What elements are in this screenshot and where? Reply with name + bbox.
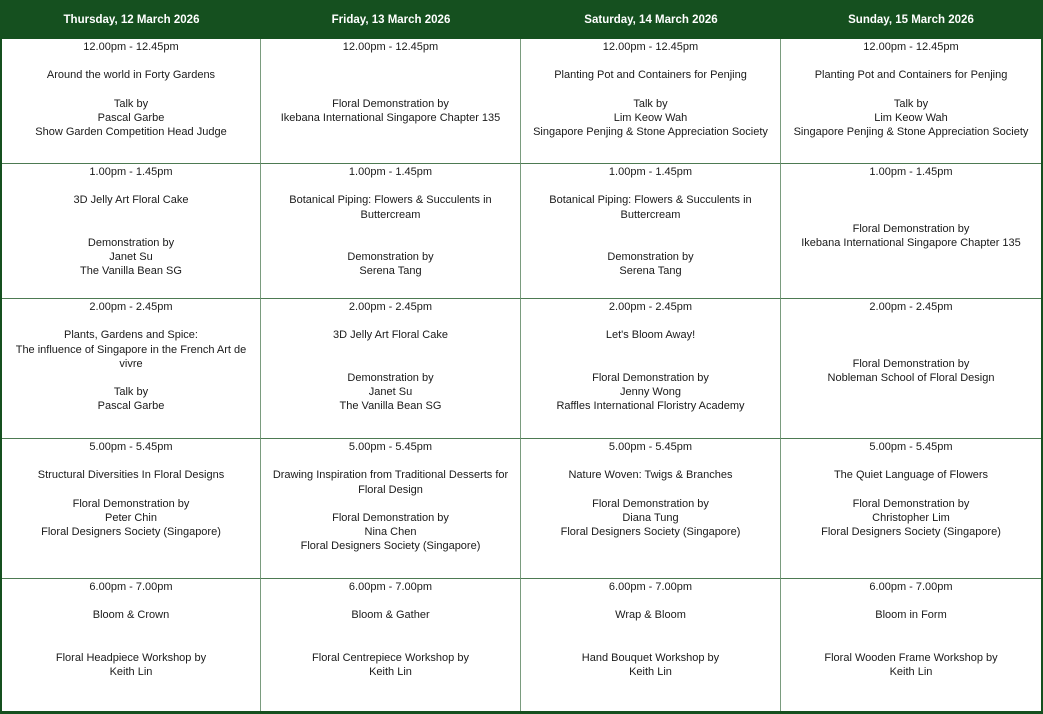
session-text-line: Hand Bouquet Workshop by <box>581 651 720 664</box>
session-text-line: Demonstration by <box>607 251 694 264</box>
session-cell-friday <box>261 299 521 439</box>
day-header-saturday: Saturday, 14 March 2026 <box>584 14 718 26</box>
session-text-line: Floral Design <box>358 483 423 496</box>
session-cell-saturday <box>521 164 781 299</box>
session-text-line: Diana Tung <box>622 511 679 524</box>
session-text-line <box>264 68 517 82</box>
session-text-line <box>524 83 777 97</box>
session-text-line: Nature Woven: Twigs & Branches <box>568 469 733 482</box>
session-text-line: Janet Su <box>109 251 153 264</box>
session-text-line: Pascal Garbe <box>97 111 165 124</box>
session-text-line <box>784 328 1038 342</box>
session-time: 2.00pm - 2.45pm <box>608 301 693 313</box>
session-text-line: Pascal Garbe <box>97 400 165 413</box>
session-text-line <box>264 454 517 468</box>
session-text-line <box>524 454 777 468</box>
session-text-line: Buttercream <box>620 208 681 221</box>
session-text-line: Floral Headpiece Workshop by <box>55 651 207 664</box>
session-cell-sunday <box>781 439 1041 579</box>
session-text-line: Keith Lin <box>889 666 933 679</box>
session-text-line <box>524 314 777 328</box>
session-text-line <box>524 54 777 68</box>
session-time: 12.00pm - 12.45pm <box>602 41 699 53</box>
day-header-friday: Friday, 13 March 2026 <box>331 14 451 26</box>
session-text-line <box>784 594 1038 608</box>
session-text-line: Nina Chen <box>364 526 417 539</box>
session-text-line <box>5 594 257 608</box>
session-text-line <box>264 83 517 97</box>
session-time: 1.00pm - 1.45pm <box>869 166 953 178</box>
day-header-sunday: Sunday, 15 March 2026 <box>848 14 974 26</box>
session-text-line <box>264 357 517 371</box>
session-text-line: Floral Designers Society (Singapore) <box>41 526 221 539</box>
session-text-line <box>5 314 257 328</box>
session-cell-saturday <box>521 579 781 711</box>
session-text-line: vivre <box>119 357 143 370</box>
session-text-line <box>524 179 777 193</box>
session-cell-sunday <box>781 579 1041 711</box>
session-text-line: Let's Bloom Away! <box>605 329 696 342</box>
session-cell-thursday <box>2 39 261 164</box>
session-text-line: The Vanilla Bean SG <box>80 265 182 278</box>
session-time: 2.00pm - 2.45pm <box>869 301 953 313</box>
session-text-line: Serena Tang <box>359 265 422 278</box>
session-time: 5.00pm - 5.45pm <box>348 441 433 453</box>
session-time: 1.00pm - 1.45pm <box>89 166 173 178</box>
session-text-line: Planting Pot and Containers for Penjing <box>554 69 747 82</box>
session-cell-sunday <box>781 39 1041 164</box>
session-time: 2.00pm - 2.45pm <box>89 301 173 313</box>
session-time: 12.00pm - 12.45pm <box>342 41 439 53</box>
session-text-line: Show Garden Competition Head Judge <box>35 126 227 139</box>
session-text-line: Plants, Gardens and Spice: <box>64 329 198 342</box>
session-text-line: Floral Demonstration by <box>592 497 709 510</box>
session-text-line: Janet Su <box>368 386 413 399</box>
session-time: 6.00pm - 7.00pm <box>348 581 433 593</box>
session-text-line <box>5 54 257 68</box>
session-text-line <box>5 208 257 222</box>
session-text-line: 3D Jelly Art Floral Cake <box>73 194 189 207</box>
session-time: 1.00pm - 1.45pm <box>348 166 433 178</box>
session-text-line <box>784 623 1038 637</box>
session-cell-saturday <box>521 299 781 439</box>
session-text-line: Floral Demonstration by <box>72 497 190 510</box>
session-text-line: Floral Wooden Frame Workshop by <box>824 651 998 664</box>
session-time: 12.00pm - 12.45pm <box>83 41 179 53</box>
session-text-line: Nobleman School of Floral Design <box>827 371 995 384</box>
session-text-line: Talk by <box>893 97 929 110</box>
session-cell-friday <box>261 439 521 579</box>
session-text-line: Talk by <box>113 97 149 110</box>
session-text-line: Bloom & Crown <box>92 609 170 622</box>
session-cell-thursday <box>2 299 261 439</box>
session-text-line <box>784 343 1038 357</box>
session-text-line: Bloom in Form <box>875 609 947 622</box>
session-text-line: Keith Lin <box>109 666 153 679</box>
session-cell-saturday <box>521 39 781 164</box>
session-text-line: Lim Keow Wah <box>874 111 948 124</box>
session-text-line <box>524 623 777 637</box>
session-text-line <box>264 497 517 511</box>
session-text-line <box>264 236 517 250</box>
session-text-line <box>5 483 257 497</box>
session-text-line <box>524 637 777 651</box>
session-cell-thursday <box>2 164 261 299</box>
session-text-line: 3D Jelly Art Floral Cake <box>333 329 448 342</box>
session-text-line <box>264 179 517 193</box>
session-text-line <box>524 343 777 357</box>
session-text-line: Ikebana International Singapore Chapter 135 <box>280 111 501 124</box>
session-text-line: Wrap & Bloom <box>615 609 686 622</box>
session-text-line: Demonstration by <box>347 371 434 384</box>
session-text-line <box>784 54 1038 68</box>
session-text-line: Drawing Inspiration from Traditional Desserts for <box>272 469 509 482</box>
session-text-line: Lim Keow Wah <box>613 111 688 124</box>
session-text-line: Demonstration by <box>347 251 434 264</box>
session-text-line: Peter Chin <box>105 511 157 524</box>
session-cell-sunday <box>781 299 1041 439</box>
session-text-line <box>264 54 517 68</box>
session-text-line <box>524 222 777 236</box>
session-text-line <box>784 208 1038 222</box>
session-text-line: Floral Designers Society (Singapore) <box>560 526 741 539</box>
header-row <box>2 0 1041 39</box>
session-text-line: The Vanilla Bean SG <box>339 400 442 413</box>
session-text-line: Singapore Penjing & Stone Appreciation Society <box>533 126 768 139</box>
session-cell-friday <box>261 164 521 299</box>
day-header-thursday: Thursday, 12 March 2026 <box>63 14 200 26</box>
session-text-line: The Quiet Language of Flowers <box>833 469 989 482</box>
session-text-line <box>784 637 1038 651</box>
session-text-line: Keith Lin <box>369 666 412 679</box>
session-text-line <box>784 483 1038 497</box>
session-cell-saturday <box>521 439 781 579</box>
session-text-line <box>524 236 777 250</box>
session-text-line: Floral Demonstration by <box>852 222 970 235</box>
session-text-line <box>264 623 517 637</box>
session-text-line <box>264 343 517 357</box>
session-cell-thursday <box>2 579 261 711</box>
session-time: 12.00pm - 12.45pm <box>863 41 959 53</box>
session-text-line: The influence of Singapore in the French Art de <box>15 343 247 356</box>
session-text-line: Planting Pot and Containers for Penjing <box>814 69 1008 82</box>
session-text-line: Raffles International Floristry Academy <box>556 400 745 413</box>
session-text-line: Floral Demonstration by <box>332 97 449 110</box>
session-text-line: Floral Demonstration by <box>592 371 709 384</box>
session-time: 6.00pm - 7.00pm <box>869 581 953 593</box>
session-text-line <box>5 371 257 385</box>
session-text-line <box>5 83 257 97</box>
session-text-line <box>784 179 1038 193</box>
session-text-line: Floral Designers Society (Singapore) <box>821 526 1001 539</box>
session-text-line <box>5 179 257 193</box>
session-text-line <box>264 222 517 236</box>
session-text-line: Demonstration by <box>87 236 175 249</box>
session-text-line: Around the world in Forty Gardens <box>46 69 216 82</box>
session-text-line: Talk by <box>113 386 149 399</box>
session-cell-thursday <box>2 439 261 579</box>
session-time: 1.00pm - 1.45pm <box>608 166 693 178</box>
session-time: 5.00pm - 5.45pm <box>608 441 693 453</box>
session-text-line <box>524 594 777 608</box>
session-text-line <box>524 483 777 497</box>
session-text-line: Ikebana International Singapore Chapter 135 <box>801 236 1021 249</box>
session-text-line <box>5 454 257 468</box>
session-text-line <box>5 637 257 651</box>
session-text-line: Jenny Wong <box>620 386 681 399</box>
session-text-line: Serena Tang <box>619 265 682 278</box>
session-cell-friday <box>261 39 521 164</box>
session-text-line: Keith Lin <box>629 666 672 679</box>
session-text-line: Buttercream <box>360 208 421 221</box>
session-text-line: Floral Demonstration by <box>852 497 970 510</box>
session-text-line: Floral Demonstration by <box>852 357 970 370</box>
session-text-line <box>524 357 777 371</box>
session-text-line <box>264 314 517 328</box>
session-text-line <box>264 637 517 651</box>
session-text-line: Talk by <box>633 97 668 110</box>
session-text-line <box>5 222 257 236</box>
session-text-line: Bloom & Gather <box>351 609 430 622</box>
session-time: 5.00pm - 5.45pm <box>869 441 953 453</box>
session-cell-sunday <box>781 164 1041 299</box>
session-text-line: Structural Diversities In Floral Designs <box>37 469 225 482</box>
session-time: 2.00pm - 2.45pm <box>348 301 433 313</box>
session-text-line: Floral Centrepiece Workshop by <box>312 651 469 664</box>
session-text-line <box>784 314 1038 328</box>
session-text-line <box>784 83 1038 97</box>
session-cell-friday <box>261 579 521 711</box>
session-text-line: Singapore Penjing & Stone Appreciation Society <box>793 126 1029 139</box>
session-text-line <box>5 623 257 637</box>
session-text-line: Botanical Piping: Flowers & Succulents in <box>289 194 492 207</box>
session-text-line <box>784 454 1038 468</box>
session-time: 6.00pm - 7.00pm <box>608 581 693 593</box>
session-time: 5.00pm - 5.45pm <box>89 441 173 453</box>
session-text-line: Floral Designers Society (Singapore) <box>300 540 481 553</box>
session-text-line: Floral Demonstration by <box>332 511 449 524</box>
session-text-line <box>264 594 517 608</box>
session-text-line: Botanical Piping: Flowers & Succulents in <box>549 194 752 207</box>
session-text-line <box>784 193 1038 207</box>
session-time: 6.00pm - 7.00pm <box>89 581 173 593</box>
session-text-line: Christopher Lim <box>872 511 950 524</box>
schedule-body <box>2 39 1041 711</box>
